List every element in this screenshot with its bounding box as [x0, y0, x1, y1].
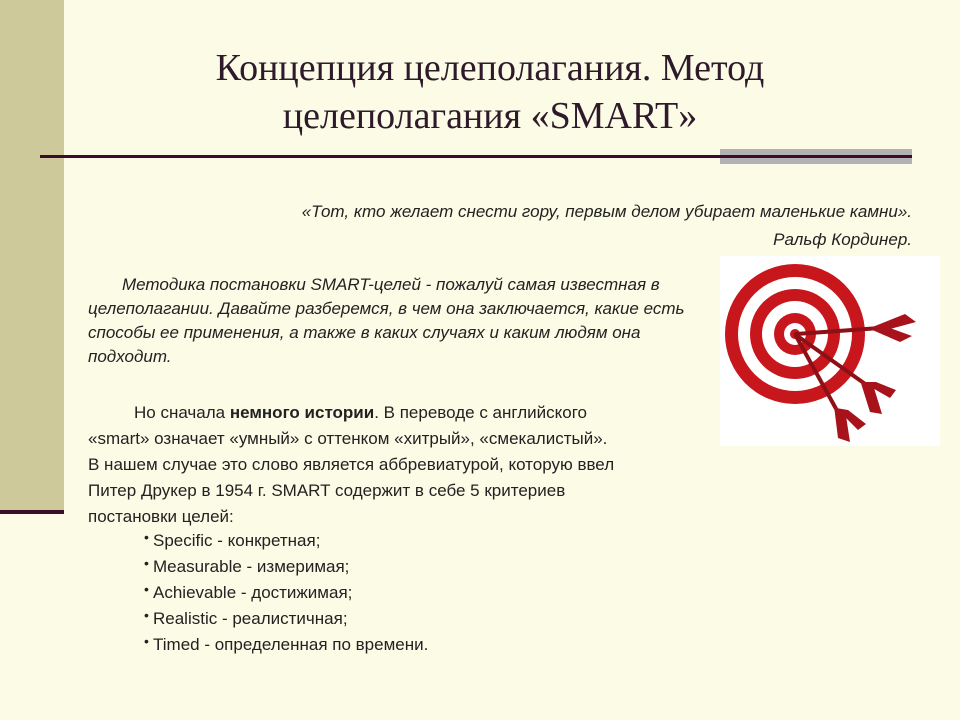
history-line-1 [88, 400, 768, 426]
history-line-2: «smart» означает «умный» с оттенком «хитрый», «смекалистый». [88, 429, 608, 448]
title-line-1: Концепция целеполагания. Метод [215, 47, 765, 89]
criteria-item-achievable: • Achievable - достижимая; [144, 580, 428, 606]
left-band-rule [0, 510, 64, 514]
slide-title [150, 44, 830, 140]
history-line1-rest: . В переводе с английского [374, 403, 587, 422]
criteria-item-realistic: • Realistic - реалистичная; [144, 606, 428, 632]
history-lead: Но сначала [134, 403, 230, 422]
history-line-3: В нашем случае это слово является аббревиатурой, которую ввел [88, 455, 615, 474]
smart-criteria-list [144, 528, 428, 658]
quote-author: Ральф Кординер. [773, 230, 912, 249]
criteria-item-measurable: • Measurable - измеримая; [144, 554, 428, 580]
history-paragraph [88, 400, 768, 530]
title-line-2: целеполагания «SMART» [282, 95, 698, 137]
history-line-5: постановки целей: [88, 507, 234, 526]
criteria-item-specific: • Specific - конкретная; [144, 528, 428, 554]
history-line-4: Питер Друкер в 1954 г. SMART содержит в себе 5 критериев [88, 481, 566, 500]
quote-text: «Тот, кто желает снести гору, первым делом убирает маленькие камни». [301, 202, 912, 221]
epigraph [92, 198, 912, 254]
history-emphasis: немного истории [229, 403, 375, 422]
intro-paragraph: Методика постановки SMART-целей - пожалуй самая известная в целеполагании. Давайте разберемся, в чем она заключается, какие есть способы ее применения, а также в каких случаях и каким людям она подходит. [88, 275, 685, 366]
left-decorative-band [0, 0, 64, 514]
title-divider-accent [720, 149, 912, 164]
criteria-item-timed: • Timed - определенная по времени. [144, 632, 428, 658]
